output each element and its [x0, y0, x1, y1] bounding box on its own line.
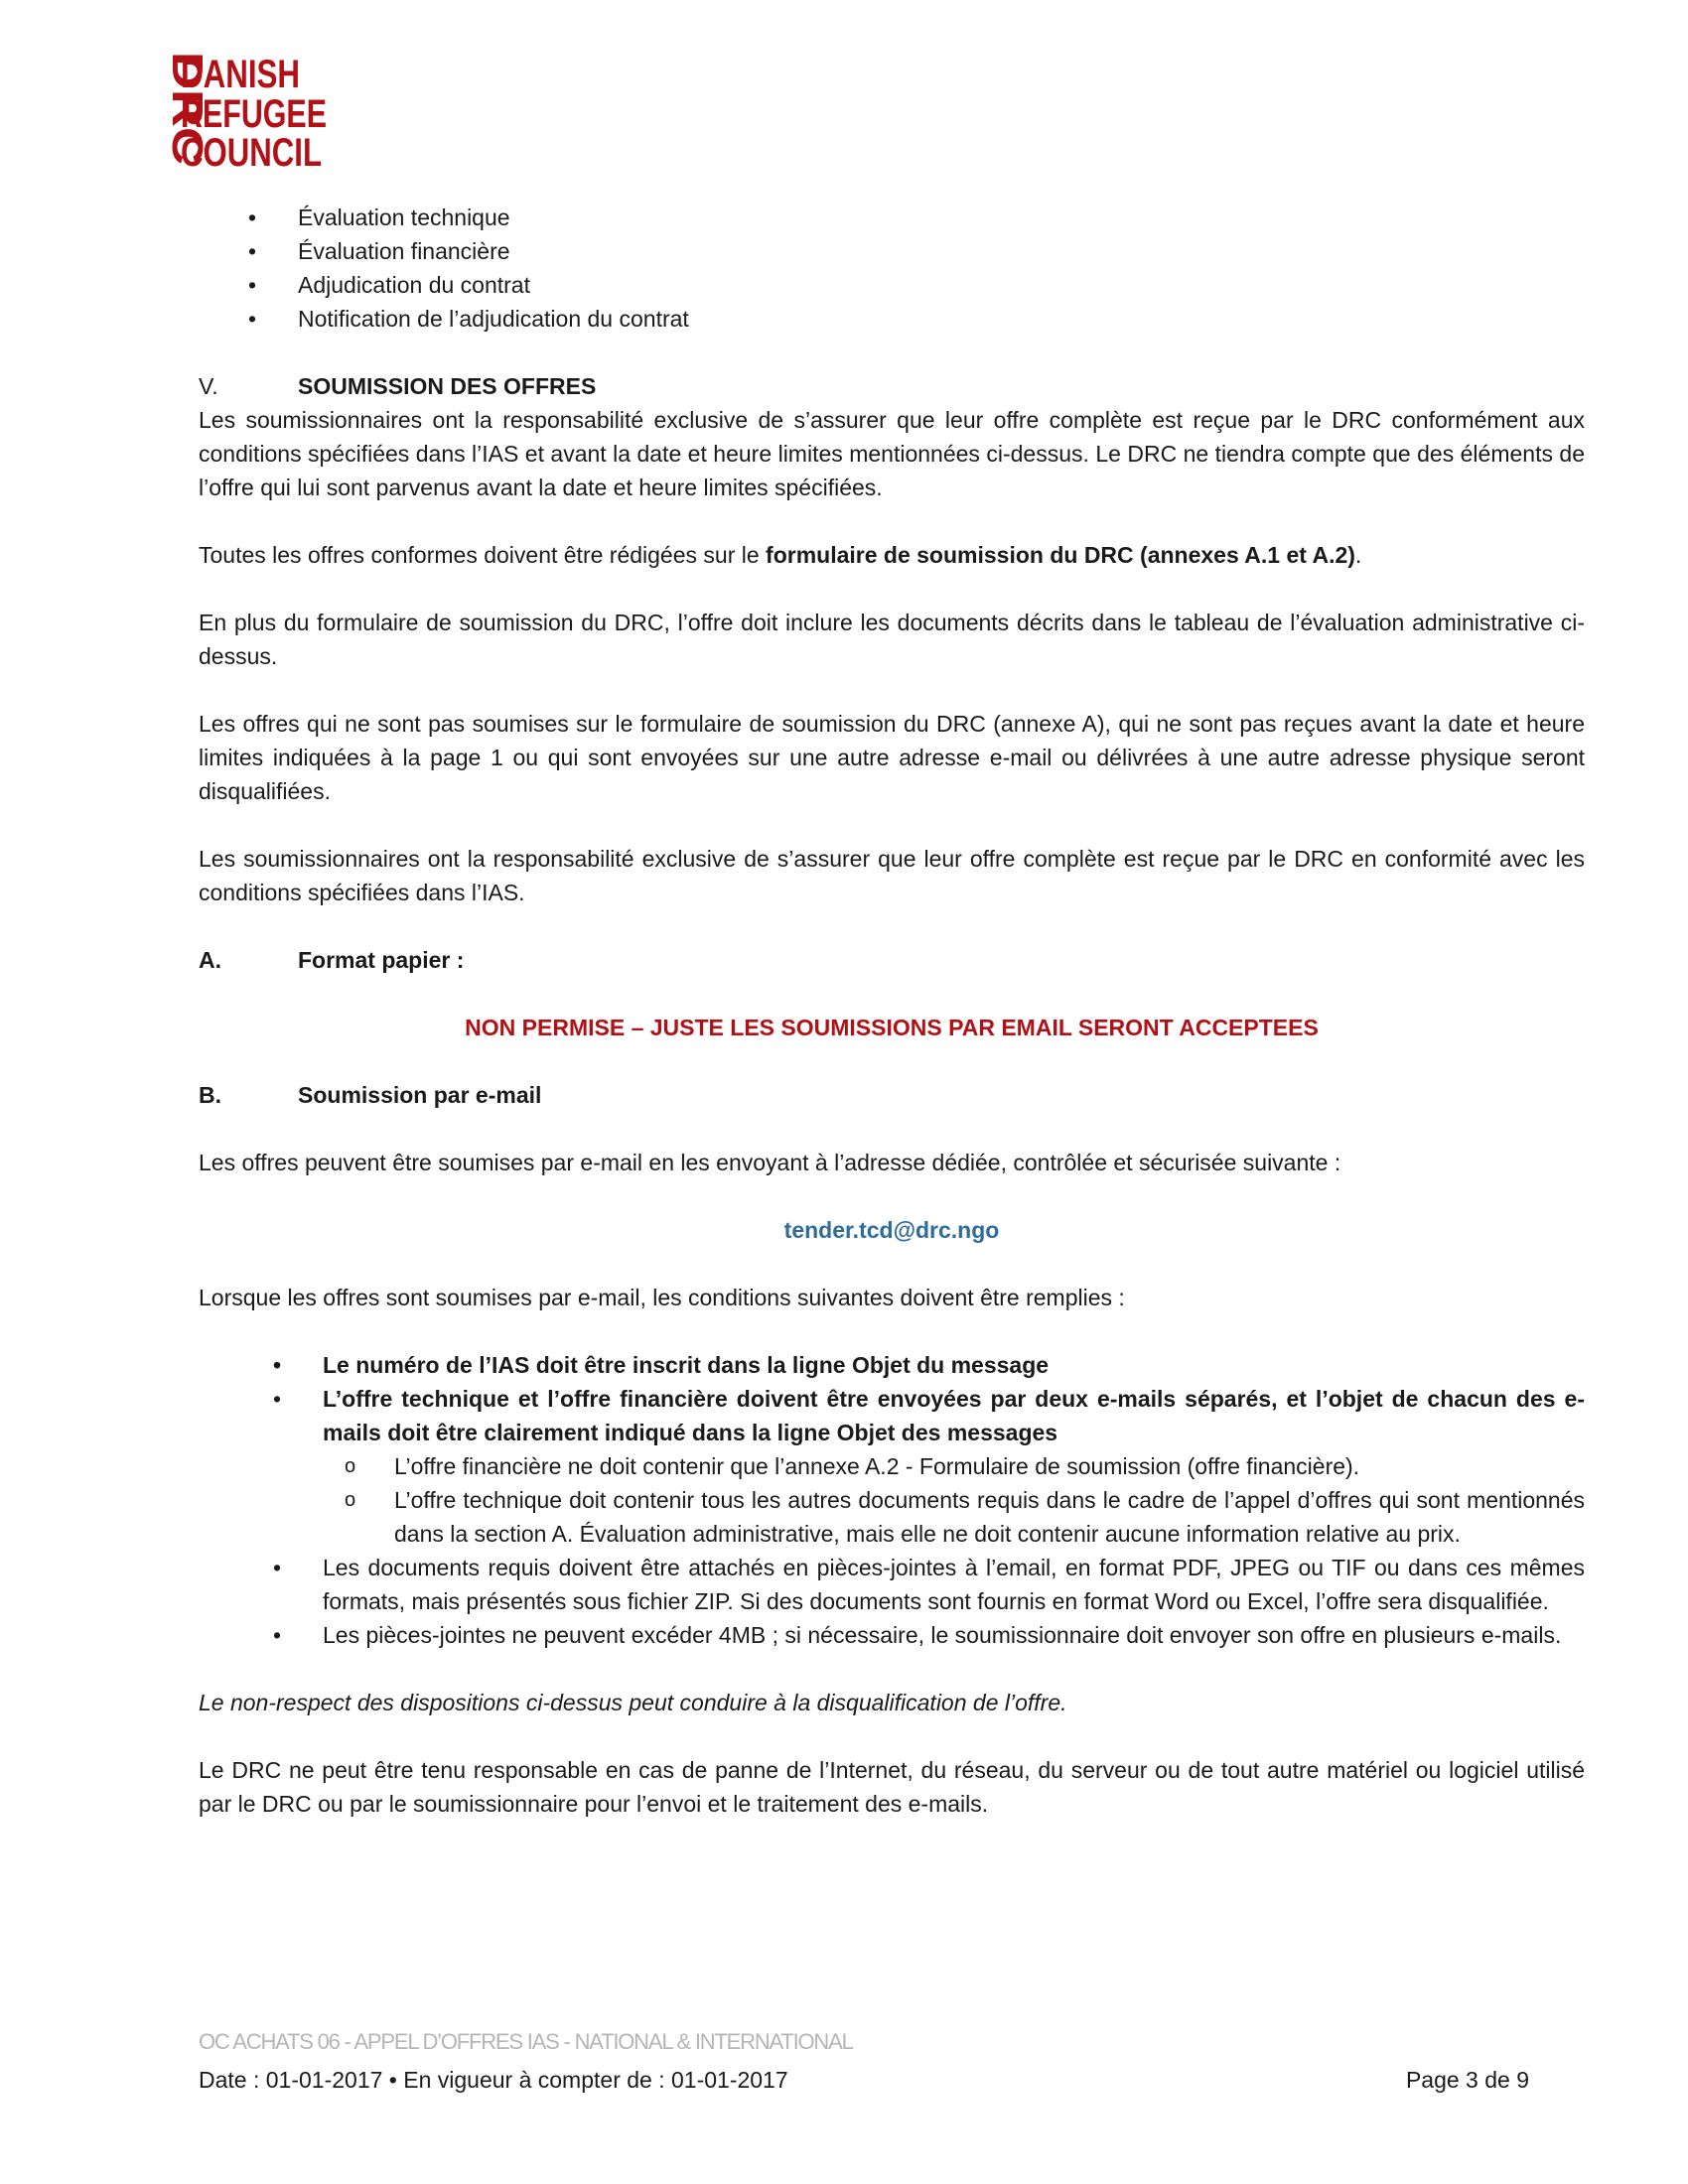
list-item: • Le numéro de l’IAS doit être inscrit dans la ligne Objet du message — [273, 1348, 1585, 1382]
paper-format-notice: NON PERMISE – JUSTE LES SOUMISSIONS PAR EMAIL SERONT ACCEPTEES — [465, 1015, 1319, 1040]
sub-list-item: o L’offre technique doit contenir tous les autres documents requis dans le cadre de l’appel d’offres qui sont mentionnés dans la section A. Évaluation administrative, mais elle ne doit contenir aucune information relative au prix. — [345, 1483, 1585, 1551]
logo-line-1: DANISH — [181, 53, 300, 96]
list-item: • Évaluation technique — [248, 201, 1585, 234]
list-item-text: • L’offre technique et l’offre financière doivent être envoyées par deux e-mails séparés, et l’objet de chacun des e-mails doit être clairement indiqué dans la ligne Objet des messages — [323, 1386, 1585, 1445]
paragraph: Les offres qui ne sont pas soumises sur le formulaire de soumission du DRC (annexe A), qui ne sont pas reçues avant la date et heure limites indiquées à la page 1 ou qui sont envoyées sur une autre adresse e-mail ou délivrées à une autre adresse physique seront disqualifiées. — [199, 711, 1585, 804]
list-item: • Adjudication du contrat — [248, 268, 1585, 302]
list-item — [273, 1382, 1585, 1551]
page-footer — [199, 2067, 1529, 2094]
list-item: • Les documents requis doivent être attachés en pièces-jointes à l’email, en format PDF, JPEG ou TIF ou dans ces mêmes formats, mais présentés sous fichier ZIP. Si des documents sont fournis en format Word ou Excel, l’offre sera disqualifiée. — [273, 1551, 1585, 1618]
list-item: • Évaluation financière — [248, 234, 1585, 268]
logo-line-2: REFUGEE — [181, 92, 327, 136]
submission-form-reference: formulaire de soumission du DRC (annexes A.1 et A.2) — [766, 542, 1355, 568]
document-body — [199, 201, 1585, 1821]
evaluation-steps-list — [199, 201, 1585, 336]
drc-logo — [131, 50, 330, 175]
footer-date: Date : 01-01-2017 • En vigueur à compter de : 01-01-2017 — [199, 2067, 788, 2093]
section-a-title: Format papier : — [298, 947, 465, 973]
logo-mark: DRC — [163, 52, 211, 147]
footer-document-title: OC ACHATS 06 - APPEL D’OFFRES IAS - NATIONAL & INTERNATIONAL — [199, 2029, 853, 2054]
paragraph: Les offres peuvent être soumises par e-mail en les envoyant à l’adresse dédiée, contrôlée et sécurisée suivante : — [199, 1150, 1341, 1175]
page-number: Page 3 de 9 — [1405, 2067, 1529, 2093]
email-conditions-list — [199, 1348, 1585, 1652]
section-b-title: Soumission par e-mail — [298, 1082, 542, 1108]
section-v-number: V. — [199, 373, 218, 399]
paragraph: Les soumissionnaires ont la responsabilité exclusive de s’assurer que leur offre complète est reçue par le DRC en conformité avec les conditions spécifiées dans l’IAS. — [199, 846, 1585, 905]
paragraph: En plus du formulaire de soumission du DRC, l’offre doit inclure les documents décrits dans le tableau de l’évaluation administrative ci-dessus. — [199, 610, 1585, 669]
list-item: • Les pièces-jointes ne peuvent excéder 4MB ; si nécessaire, le soumissionnaire doit envoyer son offre en plusieurs e-mails. — [273, 1618, 1585, 1652]
sub-list-item: o L’offre financière ne doit contenir que l’annexe A.2 - Formulaire de soumission (offre financière). — [345, 1449, 1585, 1483]
list-item: • Notification de l’adjudication du contrat — [248, 302, 1585, 336]
section-a-number: A. — [199, 947, 221, 973]
tender-email-link[interactable]: tender.tcd@drc.ngo — [783, 1217, 1000, 1243]
logo-line-3: COUNCIL — [181, 131, 322, 175]
section-v-heading — [199, 369, 1585, 403]
paragraph: Le DRC ne peut être tenu responsable en cas de panne de l’Internet, du réseau, du serveur ou de tout autre matériel ou logiciel utilisé par le DRC ou par le soumissionnaire pour l’envoi et le traitement des e-mails. — [199, 1757, 1585, 1817]
disqualification-warning: Le non-respect des dispositions ci-dessus peut conduire à la disqualification de l’offre. — [199, 1690, 1067, 1715]
paragraph: Lorsque les offres sont soumises par e-mail, les conditions suivantes doivent être remplies : — [199, 1285, 1125, 1310]
sub-list — [323, 1449, 1585, 1551]
section-v-title: SOUMISSION DES OFFRES — [298, 373, 597, 399]
section-b-heading — [199, 1078, 1585, 1112]
section-a-heading — [199, 943, 1585, 977]
paragraph-form-requirement: Toutes les offres conformes doivent être rédigées sur le formulaire de soumission du DRC (annexes A.1 et A.2). — [199, 542, 1362, 568]
section-b-number: B. — [199, 1082, 221, 1108]
paragraph: Les soumissionnaires ont la responsabilité exclusive de s’assurer que leur offre complète est reçue par le DRC conformément aux conditions spécifiées dans l’IAS et avant la date et heure limites mentionnées ci-dessus. Le DRC ne tiendra compte que des éléments de l’offre qui lui sont parvenus avant la date et heure limites spécifiées. — [199, 407, 1585, 500]
